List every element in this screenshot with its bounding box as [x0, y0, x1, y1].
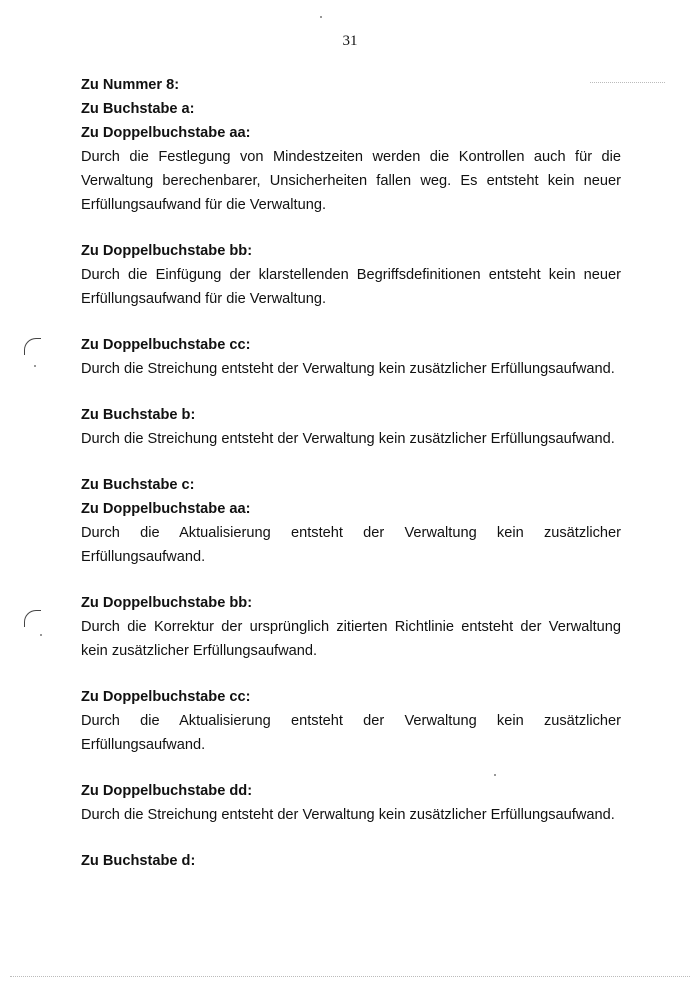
section-heading: Zu Doppelbuchstabe bb: [81, 595, 253, 611]
section-paragraph: Durch die Streichung entsteht der Verwaltung kein zusätzlicher Erfüllungsaufwand. [81, 431, 615, 447]
section-heading: Zu Doppelbuchstabe aa: [81, 501, 251, 517]
section-heading: Zu Doppelbuchstabe cc: [81, 689, 251, 705]
punch-hole-mark [24, 338, 41, 355]
section-heading: Zu Doppelbuchstabe dd: [81, 783, 253, 799]
section-heading: Zu Doppelbuchstabe cc: [81, 337, 251, 353]
scan-speck [34, 365, 36, 367]
section-heading: Zu Nummer 8: [81, 77, 180, 93]
section-paragraph: Durch die Korrektur der ursprünglich zitierten Richtlinie entsteht der Verwaltung kein zusätzlicher Erfüllungsaufwand. [81, 619, 621, 659]
section [81, 73, 621, 217]
section [81, 473, 621, 569]
section-heading: Zu Buchstabe b: [81, 407, 196, 423]
section [81, 849, 621, 873]
section-paragraph: Durch die Streichung entsteht der Verwaltung kein zusätzlicher Erfüllungsaufwand. [81, 361, 615, 377]
section-paragraph: Durch die Aktualisierung entsteht der Verwaltung kein zusätzlicher Erfüllungsaufwand. [81, 713, 621, 753]
section-paragraph: Durch die Festlegung von Mindestzeiten werden die Kontrollen auch für die Verwaltung berechenbarer, Unsicherheiten fallen weg. Es entsteht kein neuer Erfüllungsaufwand für die Verwaltung. [81, 149, 621, 213]
document-body [81, 73, 621, 873]
punch-hole-mark [24, 610, 41, 627]
section-heading: Zu Doppelbuchstabe bb: [81, 243, 253, 259]
section [81, 591, 621, 663]
section-paragraph: Durch die Streichung entsteht der Verwaltung kein zusätzlicher Erfüllungsaufwand. [81, 807, 615, 823]
section [81, 403, 621, 451]
section-heading: Zu Buchstabe a: [81, 101, 195, 117]
section-paragraph: Durch die Aktualisierung entsteht der Verwaltung kein zusätzlicher Erfüllungsaufwand. [81, 525, 621, 565]
scan-speck [40, 634, 42, 636]
page-number: 31 [342, 33, 358, 49]
section-heading: Zu Buchstabe d: [81, 853, 196, 869]
section-heading: Zu Buchstabe c: [81, 477, 195, 493]
section [81, 685, 621, 757]
scan-dotted-line [10, 976, 690, 977]
scan-speck [320, 16, 322, 18]
section-heading: Zu Doppelbuchstabe aa: [81, 125, 251, 141]
section-paragraph: Durch die Einfügung der klarstellenden Begriffsdefinitionen entsteht kein neuer Erfüllungsaufwand für die Verwaltung. [81, 267, 621, 307]
section [81, 779, 621, 827]
section [81, 239, 621, 311]
section [81, 333, 621, 381]
